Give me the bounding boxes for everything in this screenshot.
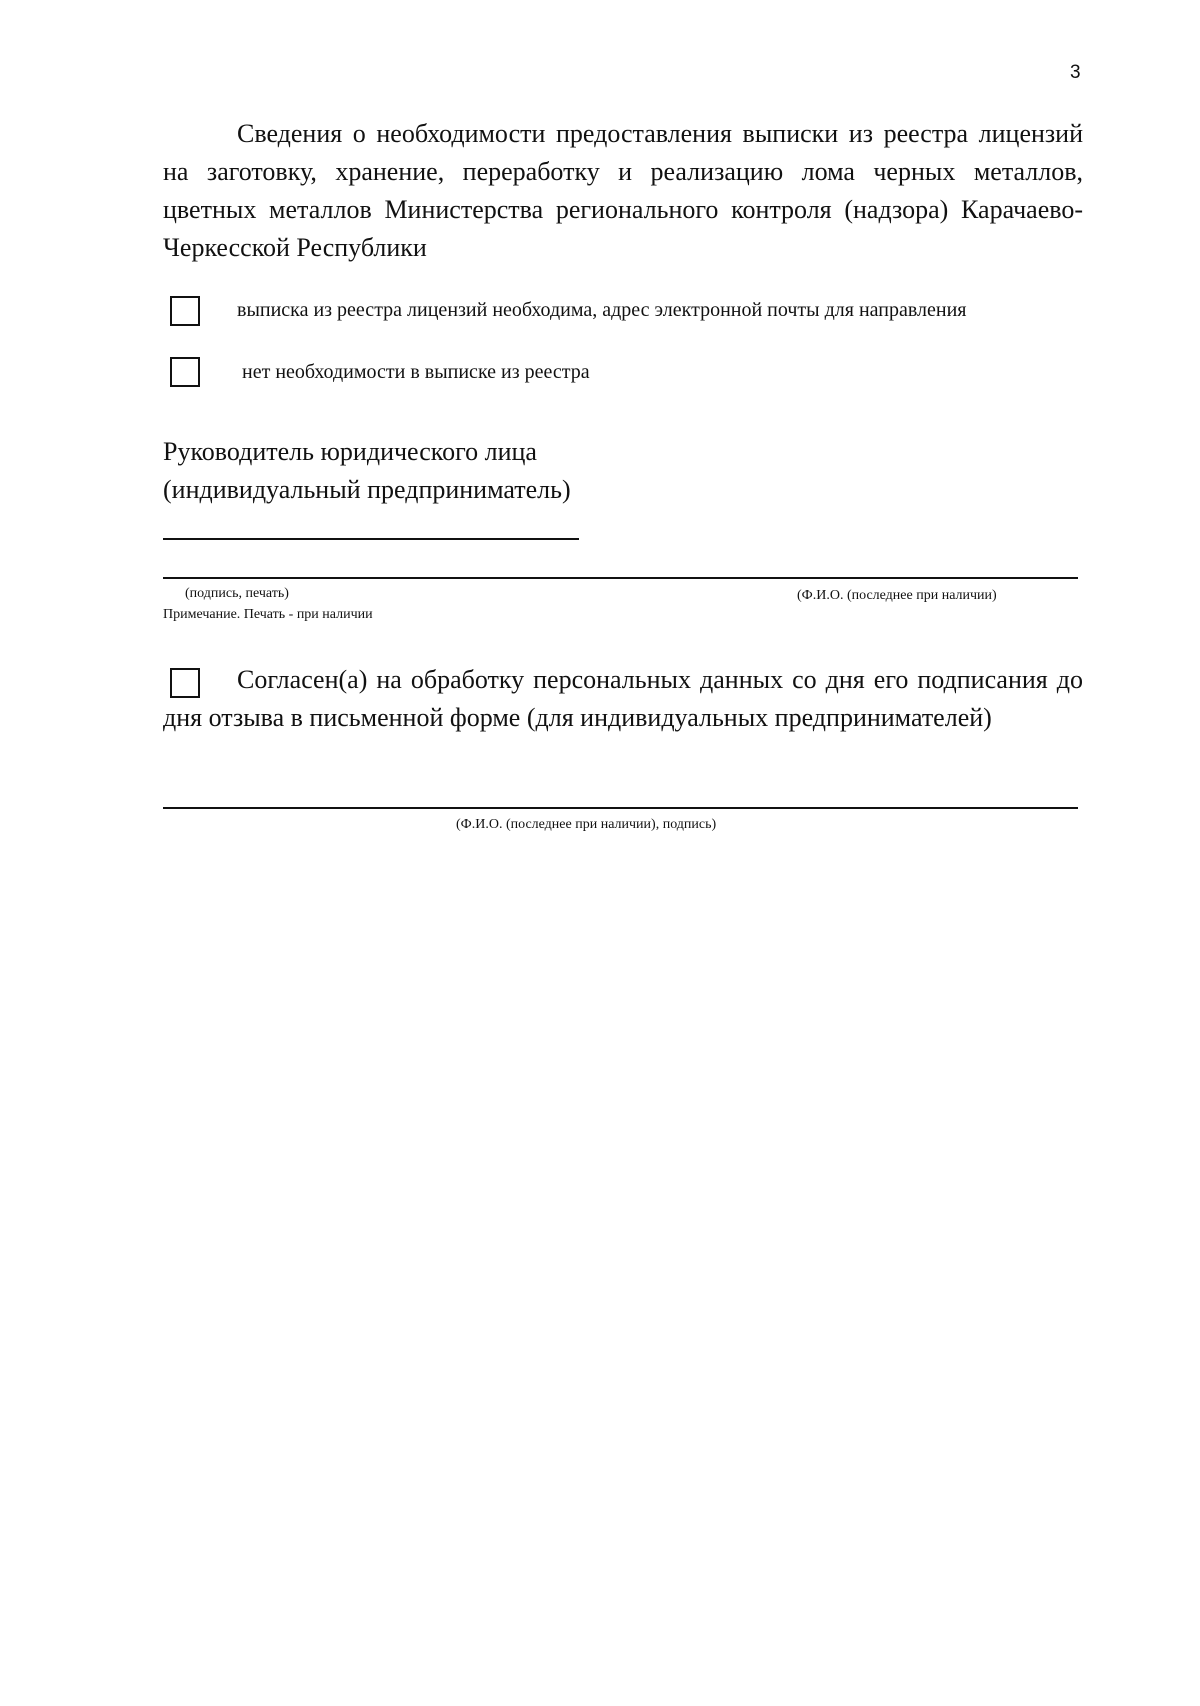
head-title-line-2: (индивидуальный предприниматель): [163, 475, 571, 504]
extract-not-needed-label: нет необходимости в выписке из реестра: [242, 361, 590, 383]
head-title: [163, 433, 571, 509]
head-signature-line[interactable]: [163, 538, 579, 540]
page-number: 3: [1070, 62, 1081, 83]
consent-signature-line[interactable]: [163, 807, 1078, 809]
name-caption: (Ф.И.О. (последнее при наличии): [797, 588, 997, 603]
extract-needed-label: выписка из реестра лицензий необходима, адрес электронной почты для направления: [237, 299, 967, 321]
signature-caption: (подпись, печать): [185, 586, 289, 601]
head-title-line-1: Руководитель юридического лица: [163, 437, 537, 466]
extract-needed-checkbox[interactable]: [170, 296, 200, 326]
consent-caption: (Ф.И.О. (последнее при наличии), подпись): [456, 817, 717, 832]
extract-not-needed-checkbox[interactable]: [170, 357, 200, 387]
intro-paragraph: Сведения о необходимости предоставления выписки из реестра лицензий на заготовку, хранение, переработку и реализацию лома черных металлов, цветных металлов Министерства регионального контроля (надзора) Карачаево-Черкесской Республики: [163, 119, 1083, 262]
signature-name-line[interactable]: [163, 577, 1078, 579]
stamp-note: Примечание. Печать - при наличии: [163, 607, 373, 622]
consent-text: Согласен(а) на обработку персональных данных со дня его подписания до дня отзыва в письменной форме (для индивидуальных предпринимателей): [163, 665, 1083, 732]
